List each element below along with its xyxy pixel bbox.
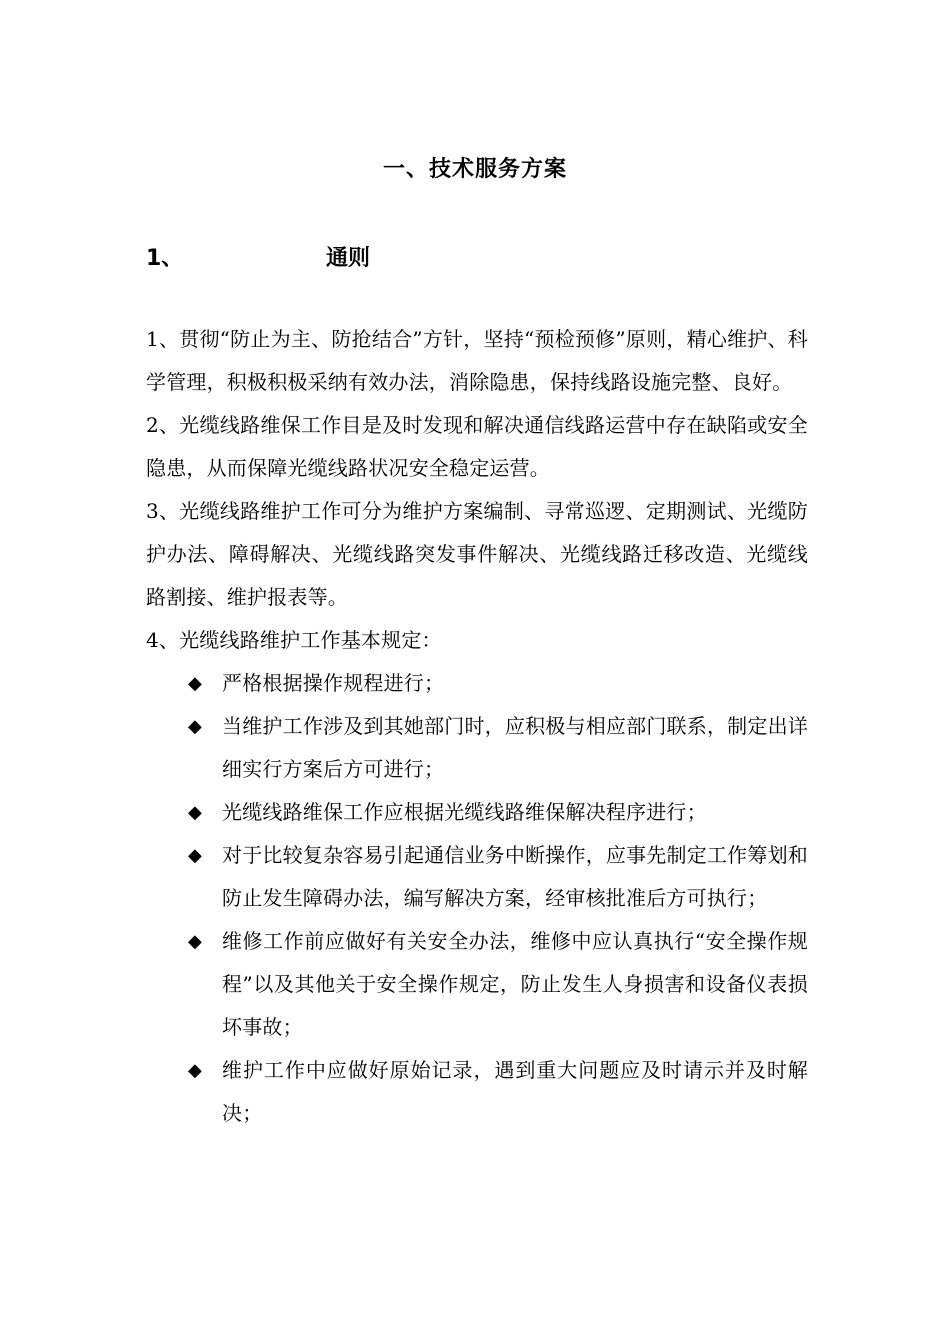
list-item xyxy=(146,1049,808,1135)
section-heading xyxy=(146,241,646,277)
list-item-text: 维护工作中应做好原始记录，遇到重大问题应及时请示并及时解决； xyxy=(222,1058,808,1125)
requirements-list xyxy=(146,662,808,1135)
list-item-text: 光缆线路维保工作应根据光缆线路维保解决程序进行； xyxy=(222,800,707,824)
list-item-text: 对于比较复杂容易引起通信业务中断操作，应事先制定工作筹划和防止发生障碍办法，编写解决方案，经审核批准后方可执行； xyxy=(222,843,808,910)
diamond-bullet-icon: ◆ xyxy=(188,673,203,694)
paragraph-3: 3、光缆线路维护工作可分为维护方案编制、寻常巡逻、定期测试、光缆防护办法、障碍解决、光缆线路突发事件解决、光缆线路迁移改造、光缆线路割接、维护报表等。 xyxy=(146,499,808,609)
paragraph-1: 1、贯彻“防止为主、防抢结合”方针，坚持“预检预修”原则，精心维护、科学管理，积极积极采纳有效办法，消除隐患，保持线路设施完整、良好。 xyxy=(146,327,808,394)
document-body xyxy=(146,318,808,1135)
list-item xyxy=(146,834,808,920)
list-item xyxy=(146,662,808,705)
list-item-text: 当维护工作涉及到其她部门时，应积极与相应部门联系，制定出详细实行方案后方可进行； xyxy=(222,714,808,781)
diamond-bullet-icon: ◆ xyxy=(188,802,203,823)
section-number: 1、 xyxy=(146,246,184,271)
document-title: 一、技术服务方案 xyxy=(382,157,567,182)
diamond-bullet-icon: ◆ xyxy=(188,1060,203,1081)
list-item-text: 维修工作前应做好有关安全办法，维修中应认真执行“安全操作规程”以及其他关于安全操作规定，防止发生人身损害和设备仪表损坏事故； xyxy=(222,929,808,1039)
diamond-bullet-icon: ◆ xyxy=(188,716,203,737)
list-item xyxy=(146,705,808,791)
paragraph-2: 2、光缆线路维保工作目是及时发现和解决通信线路运营中存在缺陷或安全隐患，从而保障光缆线路状况安全稳定运营。 xyxy=(146,413,808,480)
diamond-bullet-icon: ◆ xyxy=(188,931,203,952)
section-name: 通则 xyxy=(326,246,371,271)
list-item xyxy=(146,920,808,1049)
list-item-text: 严格根据操作规程进行； xyxy=(222,671,445,695)
diamond-bullet-icon: ◆ xyxy=(188,845,203,866)
paragraph-4: 4、光缆线路维护工作基本规定： xyxy=(146,628,442,652)
list-item xyxy=(146,791,808,834)
